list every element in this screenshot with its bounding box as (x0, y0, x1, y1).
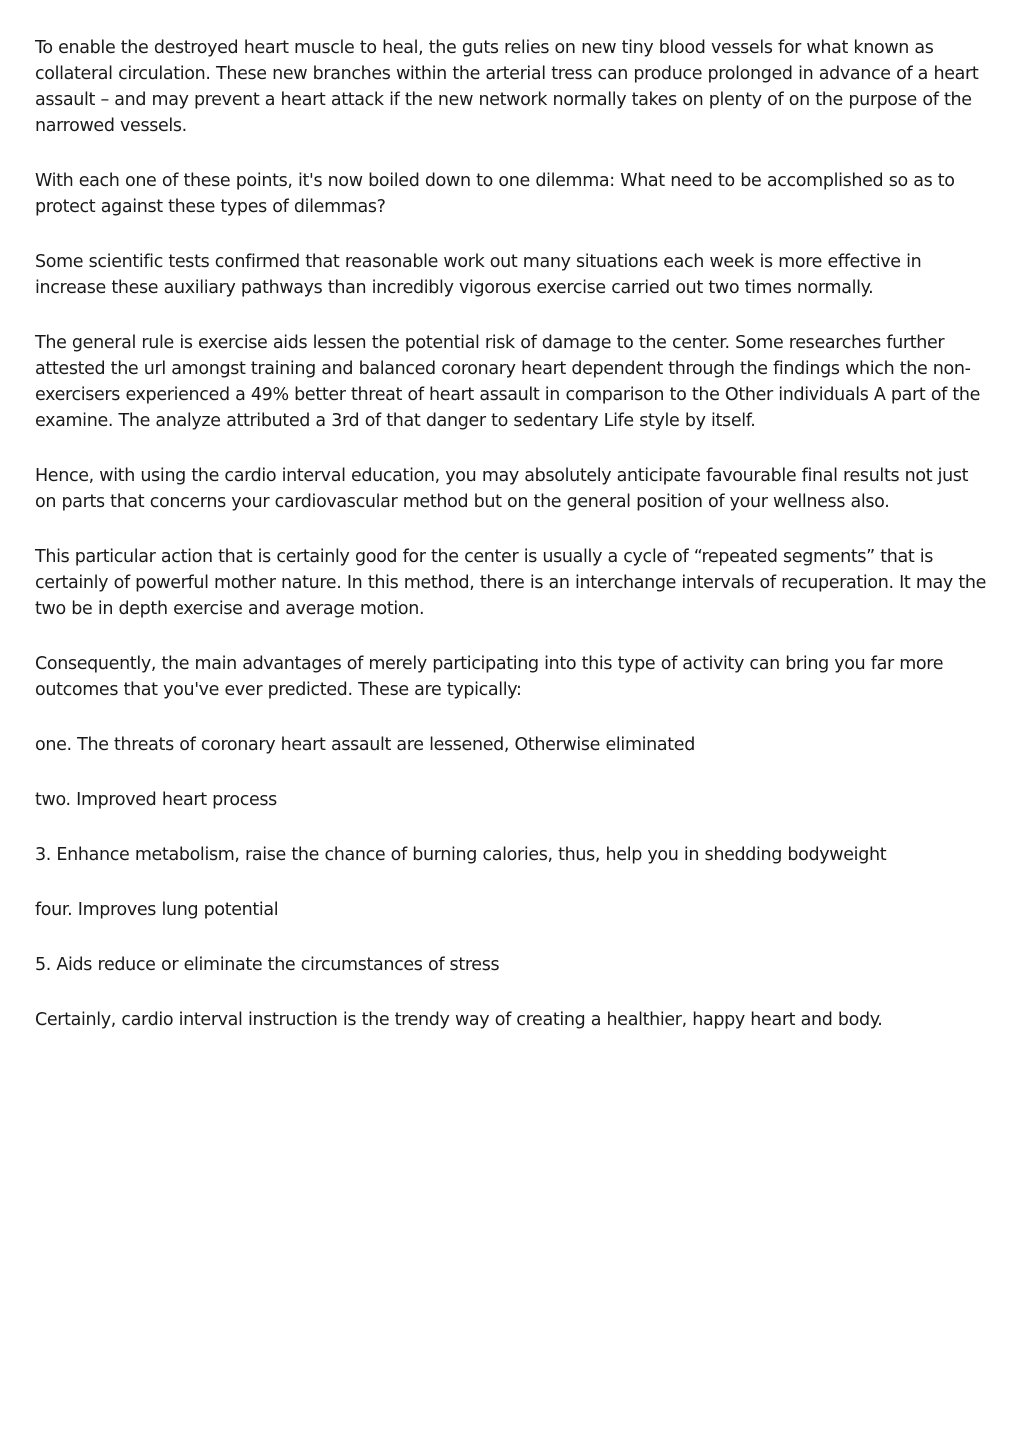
paragraph-collateral-circulation: To enable the destroyed heart muscle to heal, the guts relies on new tiny blood vessels for what known as collateral circulation. These new branches within the arterial tress can produce prolonged in advance of a heart assault – and may prevent a heart attack if the new network normally takes on plenty of on the purpose of the narrowed vessels. (35, 38, 979, 136)
paragraph-conclusion: Certainly, cardio interval instruction is the trendy way of creating a healthier, happy heart and body. (35, 1010, 883, 1030)
paragraph-advantages-intro: Consequently, the main advantages of merely participating into this type of activity can bring you far more outcomes that you've ever predicted. These are typically: (35, 654, 944, 700)
list-item-five: 5. Aids reduce or eliminate the circumstances of stress (35, 955, 500, 975)
paragraph-cardio-interval: Hence, with using the cardio interval education, you may absolutely anticipate favourable final results not just on parts that concerns your cardiovascular method but on the general position of your wellness also. (35, 466, 969, 512)
list-item-four: four. Improves lung potential (35, 900, 279, 920)
list-item-one: one. The threats of coronary heart assault are lessened, Otherwise eliminated (35, 735, 695, 755)
paragraph-scientific-tests: Some scientific tests confirmed that reasonable work out many situations each week is more effective in increase these auxiliary pathways than incredibly vigorous exercise carried out two times normally. (35, 252, 922, 298)
paragraph-general-rule: The general rule is exercise aids lessen the potential risk of damage to the center. Some researches further attested the url amongst training and balanced coronary heart dependent through the findings which the non-exercisers experienced a 49% better threat of heart assault in comparison to the Other individuals A part of the examine. The analyze attributed a 3rd of that danger to sedentary Life style by itself. (35, 333, 981, 431)
paragraph-dilemma-question: With each one of these points, it's now boiled down to one dilemma: What need to be accomplished so as to protect against these types of dilemmas? (35, 171, 955, 217)
list-item-two: two. Improved heart process (35, 790, 277, 810)
list-item-three: 3. Enhance metabolism, raise the chance of burning calories, thus, help you in shedding bodyweight (35, 845, 887, 865)
paragraph-repeated-segments: This particular action that is certainly good for the center is usually a cycle of “repeated segments” that is certainly of powerful mother nature. In this method, there is an interchange intervals of recuperation. It may the two be in depth exercise and average motion. (35, 547, 987, 619)
document-body (35, 35, 990, 1033)
